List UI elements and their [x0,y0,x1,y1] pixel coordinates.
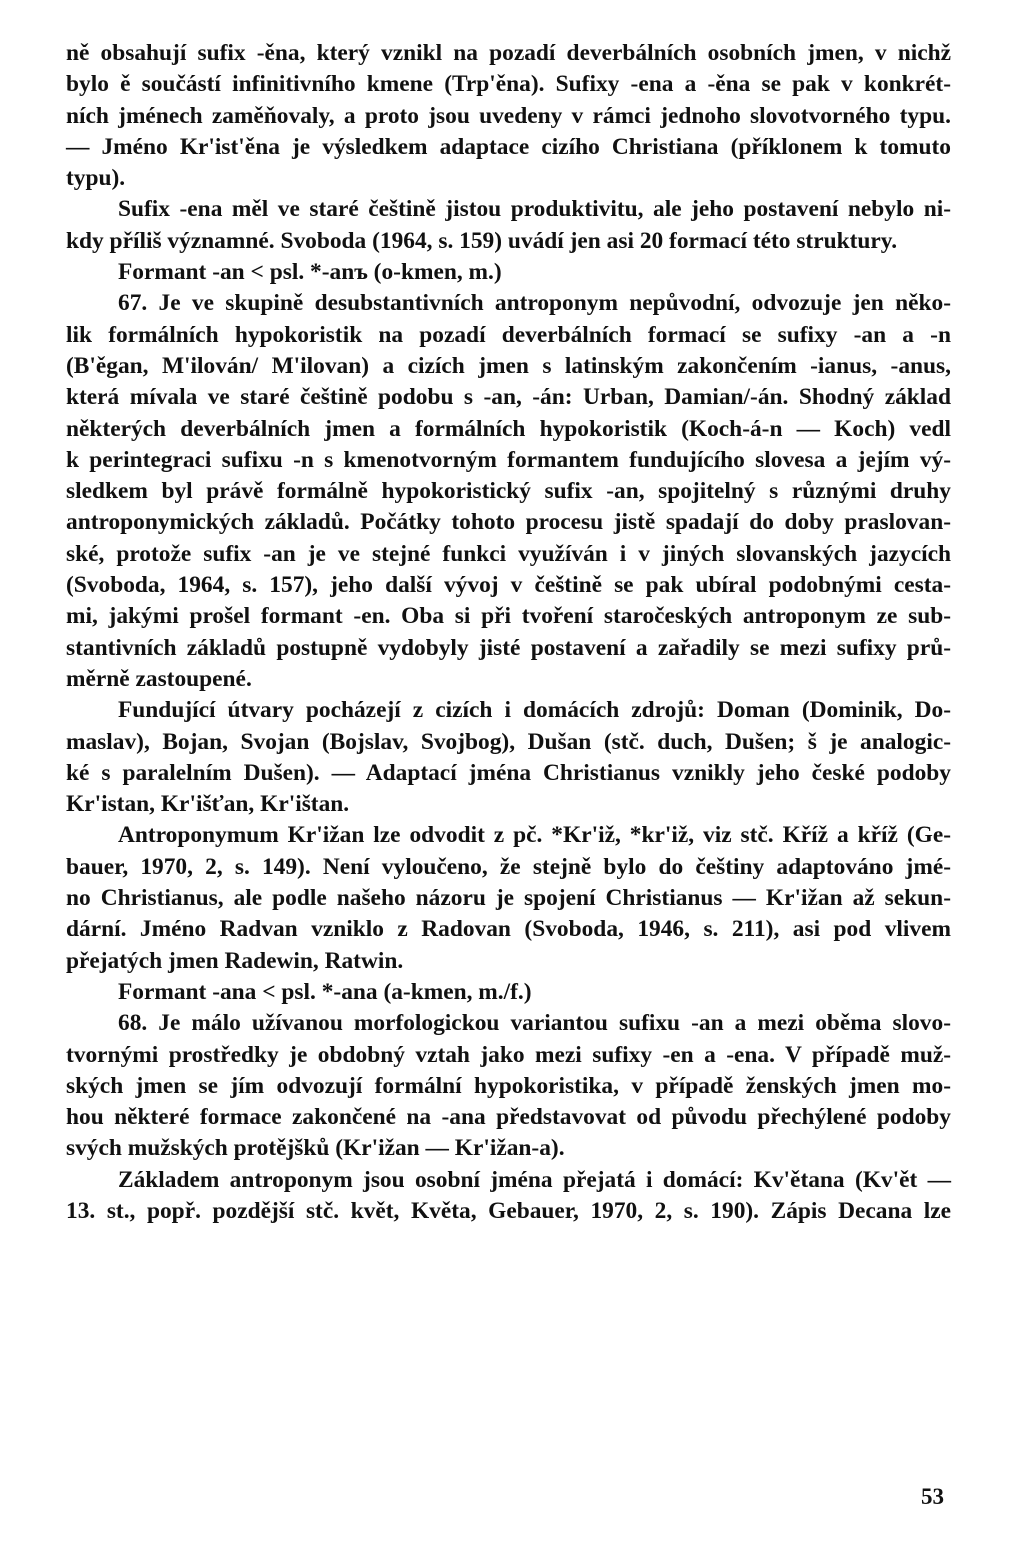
text-line: ních jménech zaměňovaly, a proto jsou uvedeny v rámci jednoho slovotvorného typu. [66,102,951,129]
text-line: Sufix -ena měl ve staré češtině jistou produktivitu, ale jeho postavení nebylo ni- [118,196,951,223]
text-line: ně obsahují sufix -ěna, který vznikl na pozadí deverbálních osobních jmen, v nichž [66,40,951,66]
page-body [66,38,951,1227]
text-line: k perintegraci sufixu -n s kmenotvorným formantem fundujícího slovesa a jejím vý- [66,446,951,473]
text-line: přejatých jmen Radewin, Ratwin. [66,947,404,974]
text-line: tvornými prostředky je obdobný vztah jako mezi sufixy -en a -ena. V případě muž- [66,1041,951,1068]
page-number: 53 [921,1484,944,1509]
text-line: svých mužských protějšků (Kr'ižan — Kr'ižan-a). [66,1135,565,1162]
text-line: ské, protože sufix -an je ve stejné funkci využíván i v jiných slovanských jazycích [66,540,951,567]
paragraph [66,1165,951,1228]
text-line: hou některé formace zakončené na -ana představovat od původu přechýlené podoby [66,1104,951,1131]
text-line: stantivních základů postupně vydobyly jisté postavení a zařadily se mezi sufixy prů- [66,634,951,661]
text-line: měrně zastoupené. [66,665,252,692]
text-line: dární. Jméno Radvan vzniklo z Radovan (Svoboda, 1946, s. 211), asi pod vlivem [66,916,951,943]
text-line: sledkem byl právě formálně hypokoristický sufix -an, spojitelný s různými druhy [66,478,951,505]
paragraph [66,1008,951,1164]
text-line: typu). [66,165,126,192]
section-heading [66,257,951,288]
text-line: antroponymických základů. Počátky tohoto procesu jistě spadají do doby praslovan- [66,509,951,536]
paragraph [66,194,951,257]
text-line: mi, jakými prošel formant -en. Oba si při tvoření staročeských antroponym ze sub- [66,603,951,630]
text-line: 68. Je málo užívanou morfologickou variantou sufixu -an a mezi oběma slovo- [118,1010,951,1037]
text-line: — Jméno Kr'ist'ěna je výsledkem adaptace cizího Christiana (příklonem k tomuto [66,133,951,160]
text-line: ké s paralelním Dušen). — Adaptací jména Christianus vznikly jeho české podoby [66,759,951,786]
text-line: Formant -an < psl. *-anъ (o-kmen, m.) [118,259,502,286]
text-line: některých deverbálních jmen a formálních hypokoristik (Koch-á-n — Koch) vedl [66,415,951,442]
text-line: Fundující útvary pocházejí z cizích i domácích zdrojů: Doman (Dominik, Do- [118,697,951,724]
text-line: která mívala ve staré češtině podobu s -an, -án: Urban, Damian/-án. Shodný základ [66,384,951,411]
paragraph [66,38,951,194]
text-line: Formant -ana < psl. *-ana (a-kmen, m./f.) [118,978,532,1005]
paragraph [66,288,951,695]
text-line: (Svoboda, 1964, s. 157), jeho další vývoj v češtině se pak ubíral podobnými cesta- [66,572,951,599]
text-line: bylo ě součástí infinitivního kmene (Trp'ěna). Sufixy -ena a -ěna se pak v konkrét- [66,71,951,98]
text-line: Kr'istan, Kr'išťan, Kr'ištan. [66,791,350,818]
text-line: 67. Je ve skupině desubstantivních antroponym nepůvodní, odvozuje jen něko- [118,290,951,317]
text-line: Antroponymum Kr'ižan lze odvodit z pč. *Kr'iž, *kr'iž, viz stč. Kříž a kříž (Ge- [118,822,951,849]
paragraph [66,820,951,976]
text-line: kdy příliš významné. Svoboda (1964, s. 159) uvádí jen asi 20 formací této struktury. [66,227,898,254]
text-line: (B'ěgan, M'ilován/ M'ilovan) a cizích jmen s latinským zakončením -ianus, -anus, [66,352,951,379]
text-line: bauer, 1970, 2, s. 149). Není vyloučeno, že stejně bylo do češtiny adaptováno jmé- [66,853,951,880]
text-line: lik formálních hypokoristik na pozadí deverbálních formací se sufixy -an a -n [66,321,951,348]
text-line: no Christianus, ale podle našeho názoru je spojení Christianus — Kr'ižan až sekun- [66,885,951,912]
section-heading [66,977,951,1008]
text-line: Základem antroponym jsou osobní jména přejatá i domácí: Kv'ětana (Kv'ět — [118,1166,951,1193]
text-line: 13. st., popř. pozdější stč. květ, Květa, Gebauer, 1970, 2, s. 190). Zápis Decana lze [66,1197,951,1224]
text-line: maslav), Bojan, Svojan (Bojslav, Svojbog), Dušan (stč. duch, Dušen; š je analogic- [66,728,951,755]
paragraph [66,695,951,820]
text-line: ských jmen se jím odvozují formální hypokoristika, v případě ženských jmen mo- [66,1072,951,1099]
